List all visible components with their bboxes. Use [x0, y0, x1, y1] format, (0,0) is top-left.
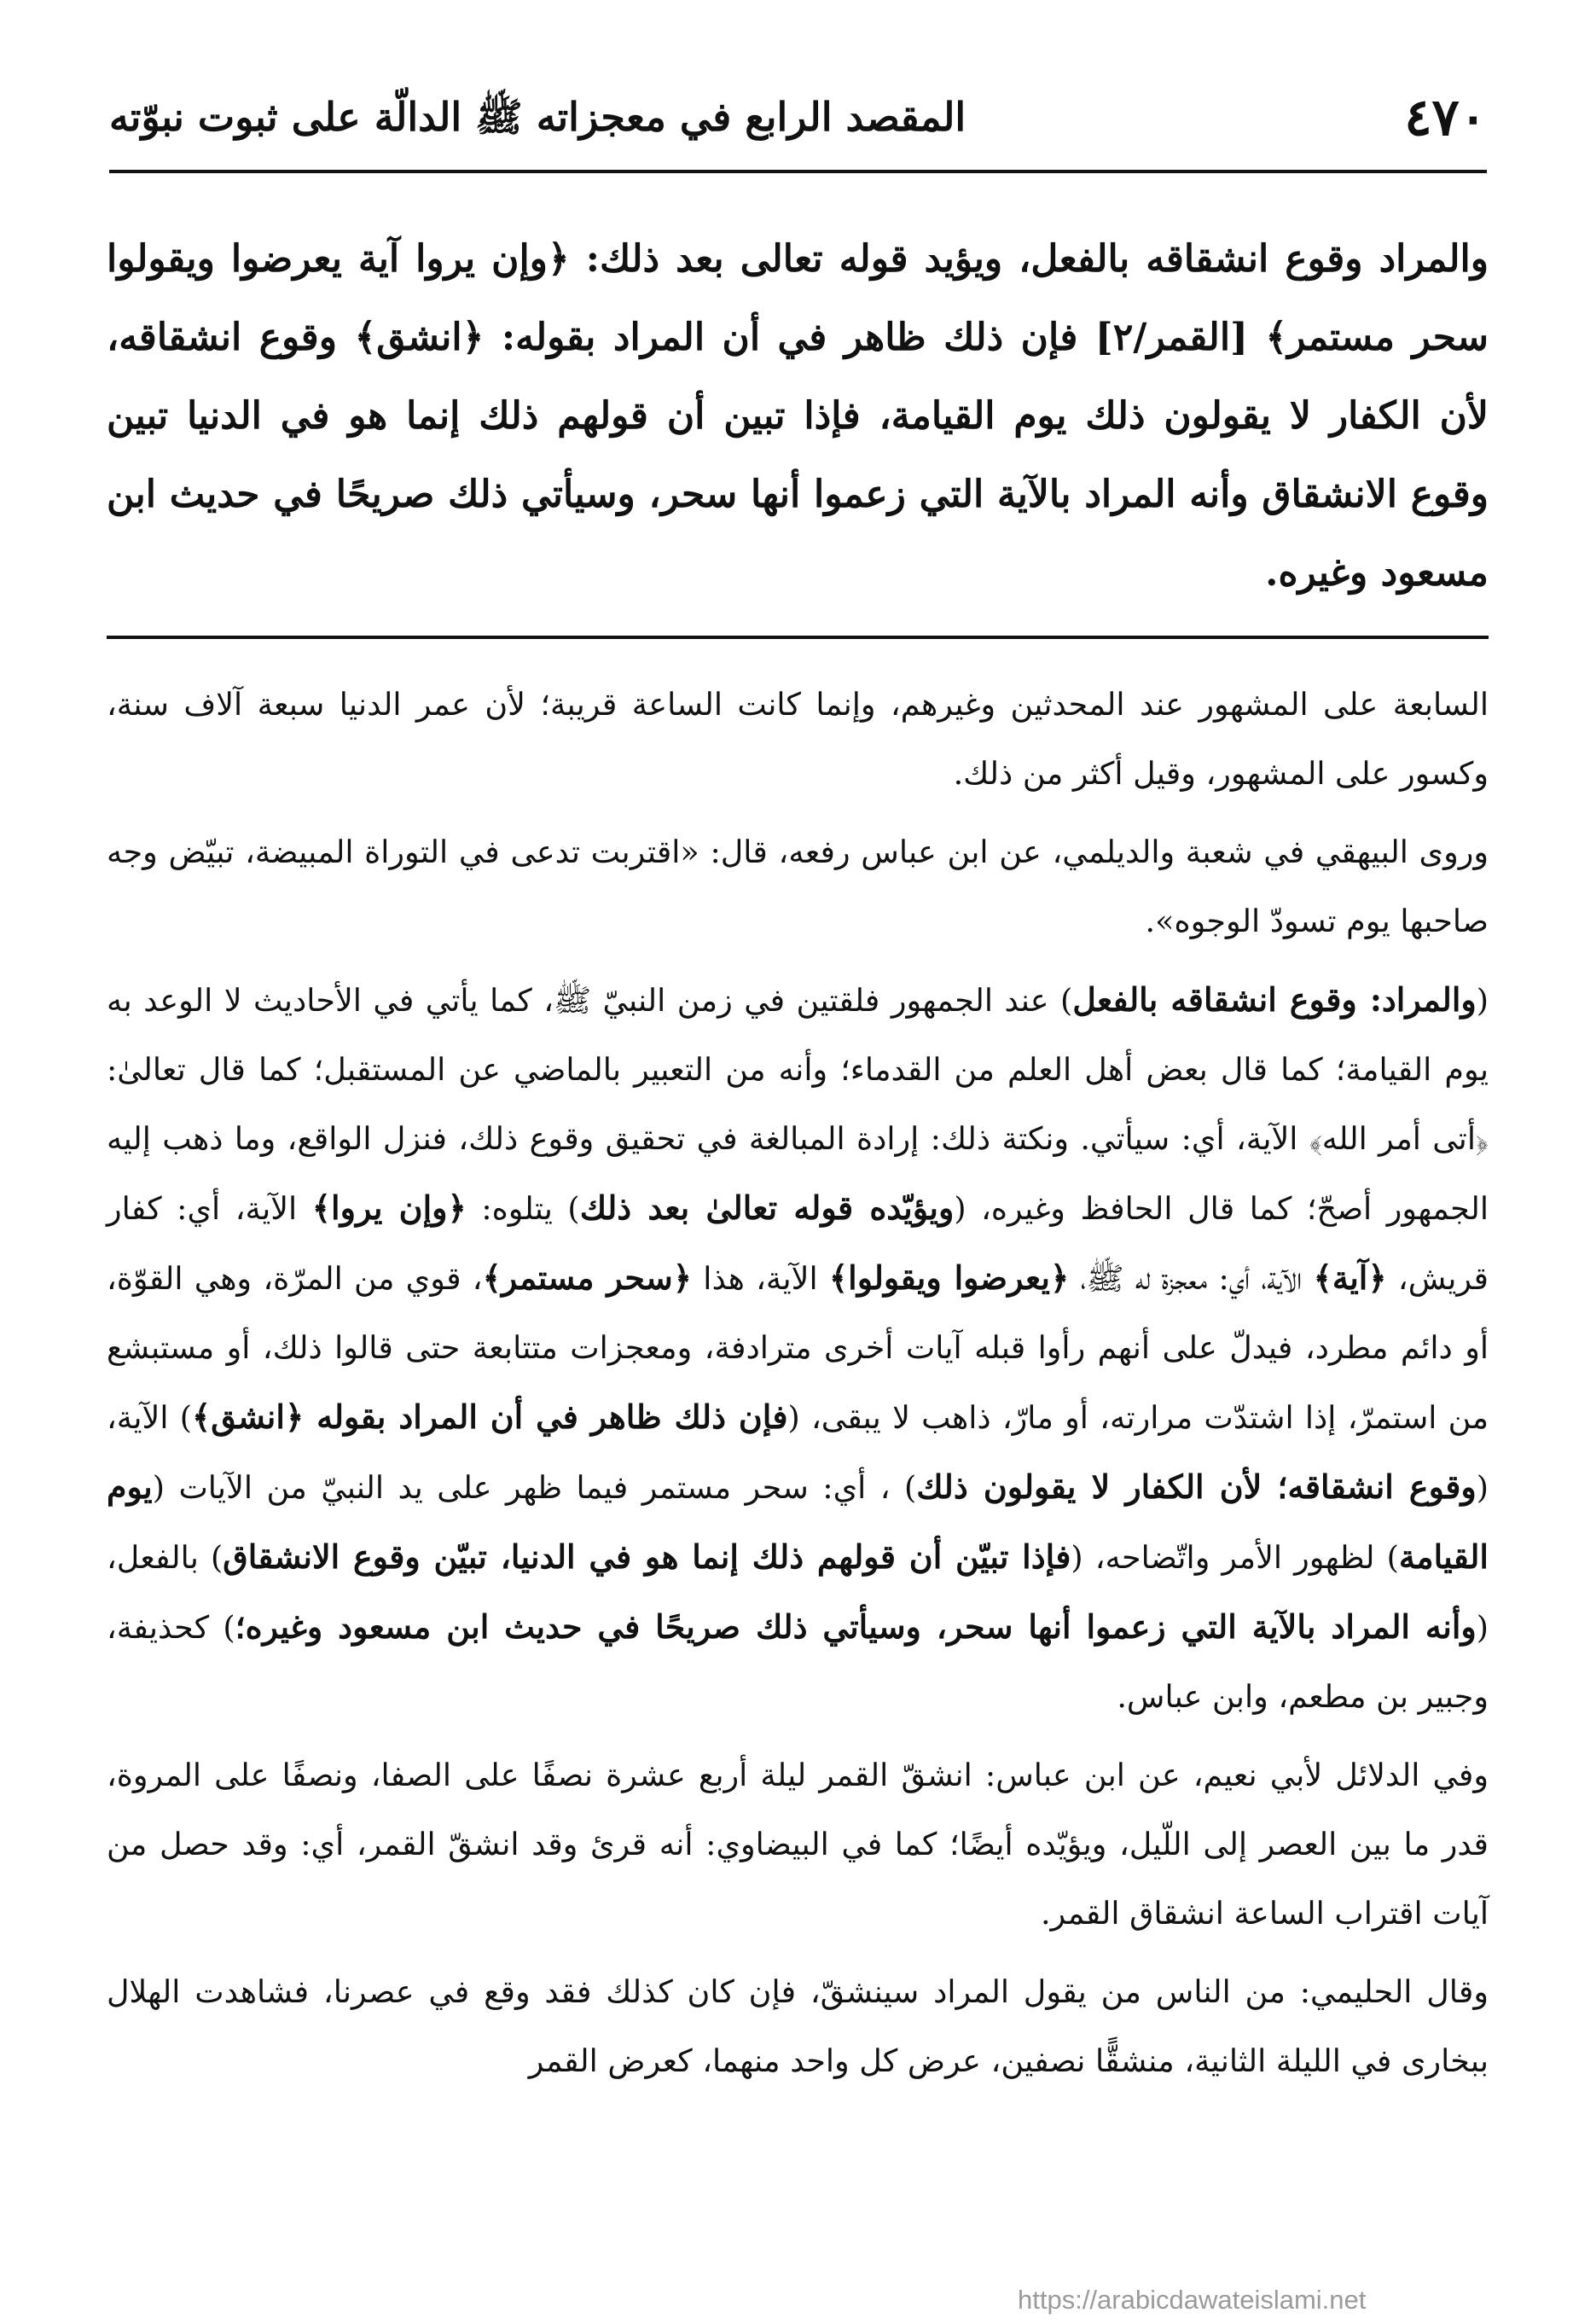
text-run: ) كحذيفة، وجبير بن مطعم، وابن عباس.	[107, 1609, 1489, 1715]
quoted-phrase: والمراد: وقوع انشقاقه بالفعل	[1072, 980, 1477, 1019]
commentary-paragraph: وفي الدلائل لأبي نعيم، عن ابن عباس: انشقّ القمر ليلة أربع عشرة نصفًا على الصفا، ونصفًا على المروة، قدر ما بين العصر إلى اللّيل، ويؤيّده أيضًا؛ كما في البيضاوي: أنه قرئ وقد انشقّ القمر، أي: وقد حصل من آيات اقتراب الساعة انشقاق القمر.	[107, 1757, 1489, 1932]
text-run: الآية، أي: كفار قريش،	[107, 1190, 1489, 1297]
quoted-phrase: ويؤيّده قوله تعالىٰ بعد ذلك	[579, 1188, 955, 1227]
text-run: ) الآية، (	[107, 1399, 1489, 1506]
quoted-phrase: وأنه المراد بالآية التي زعموا أنها سحر، وسيأتي ذلك صريحًا في حديث ابن مسعود وغيره؛	[235, 1607, 1477, 1646]
commentary-paragraph: السابعة على المشهور عند المحدثين وغيرهم، وإنما كانت الساعة قريبة؛ لأن عمر الدنيا سبعة آلاف سنة، وكسور على المشهور، وقيل أكثر من ذلك.	[107, 686, 1489, 792]
text-run: ) بالفعل، (	[107, 1539, 1489, 1646]
quoted-phrase: فإذا تبيّن أن قولهم ذلك إنما هو في الدنيا، تبيّن وقوع الانشقاق	[223, 1537, 1071, 1576]
text-run: ) لظهور الأمر واتّضاحه، (	[1071, 1539, 1399, 1576]
watermark-url: https://arabicdawateislami.net	[1018, 2285, 1367, 2315]
text-run: الآية، هذا	[692, 1260, 829, 1297]
quran-quote: ﴿يعرضوا ويقولوا﴾	[828, 1258, 1070, 1297]
commentary-paragraph: وقال الحليمي: من الناس من يقول المراد سينشقّ، فإن كان كذلك فقد وقع في عصرنا، فشاهدت الهلال ببخارى في الليلة الثانية، منشقًّا نصفين، عرض كل واحد منهما، كعرض القمر	[107, 1973, 1489, 2079]
quran-quote: ﴿وإن يروا﴾	[311, 1188, 467, 1227]
page-header	[109, 81, 1487, 160]
quran-quote: ﴿آية﴾	[1313, 1258, 1387, 1297]
text-run: (	[1476, 982, 1489, 1019]
commentary-paragraph	[107, 965, 1489, 1731]
commentary	[107, 670, 1489, 2105]
quoted-phrase: وقوع انشقاقه؛ لأن الكفار لا يقولون ذلك	[916, 1467, 1477, 1506]
main-text-segment: والمراد وقوع انشقاقه بالفعل، ويؤيد قوله تعالى بعد ذلك:	[569, 237, 1489, 281]
main-text-segment: وقوع انشقاقه، لأن الكفار لا يقولون ذلك يوم القيامة، فإذا تبين أن قولهم ذلك إنما هو في الدنيا تبين وقوع الانشقاق وأنه المراد بالآية التي زعموا أنها سحر، وسيأتي ذلك صريحًا في حديث ابن مسعود وغيره.	[107, 316, 1489, 595]
quran-quote: ﴿وإن يروا آية يعرضوا ويقولوا سحر مستمر﴾	[107, 237, 1489, 359]
text-run: ) ، أي: سحر مستمر فيما ظهر على يد النبيّ من الآيات (	[152, 1469, 917, 1506]
main-text-segment: [القمر/٢] فإن ذلك ظاهر في أن المراد بقوله:	[484, 316, 1266, 359]
text-run: الآية، أي: معجزة له ﷺ،	[1069, 1260, 1314, 1297]
text-run: ) يتلوه:	[466, 1190, 580, 1227]
header-divider	[109, 170, 1487, 173]
quran-quote: ﴿انشق﴾	[354, 316, 485, 359]
text-run: ) عند الجمهور فلقتين في زمن النبيّ ﷺ، كما يأتي في الأحاديث لا الوعد به يوم القيامة؛ كما قال بعض أهل العلم من القدماء؛ وأنه من التعبير بالماضي عن المستقبل؛ كما قال تعالىٰ: ﴿أتى أمر الله﴾ الآية، أي: سيأتي. ونكتة ذلك: إرادة المبالغة في تحقيق وقوع ذلك، فنزل الواقع، وما ذهب إليه الجمهور أصحّ؛ كما قال الحافظ وغيره، (	[107, 982, 1489, 1227]
commentary-paragraph: وروى البيهقي في شعبة والديلمي، عن ابن عباس رفعه، قال: «اقتربت تدعى في التوراة المبيضة، تبيّض وجه صاحبها يوم تسودّ الوجوه».	[107, 834, 1489, 939]
text-run: ، قوي من المرّة، وهي القوّة، أو دائم مطرد، فيدلّ على أنهم رأوا قبله آيات أخرى مترادفة، ومعجزات متتابعة حتى قالوا ذلك، أو مستبشع من استمرّ، إذا اشتدّت مرارته، أو مارّ، ذاهب لا يبقى، (	[107, 1260, 1489, 1436]
page-number: ٤٧٠	[1404, 88, 1487, 148]
running-title: المقصد الرابع في معجزاته ﷺ الدالّة على ثبوت نبوّته	[109, 94, 966, 140]
quoted-phrase: فإن ذلك ظاهر في أن المراد بقوله ﴿انشق﴾	[191, 1397, 788, 1436]
quoted-phrase: يوم القيامة	[107, 1467, 1489, 1576]
text-commentary-divider	[107, 636, 1489, 639]
main-text	[107, 220, 1489, 613]
quran-quote: ﴿سحر مستمر﴾	[482, 1258, 693, 1297]
